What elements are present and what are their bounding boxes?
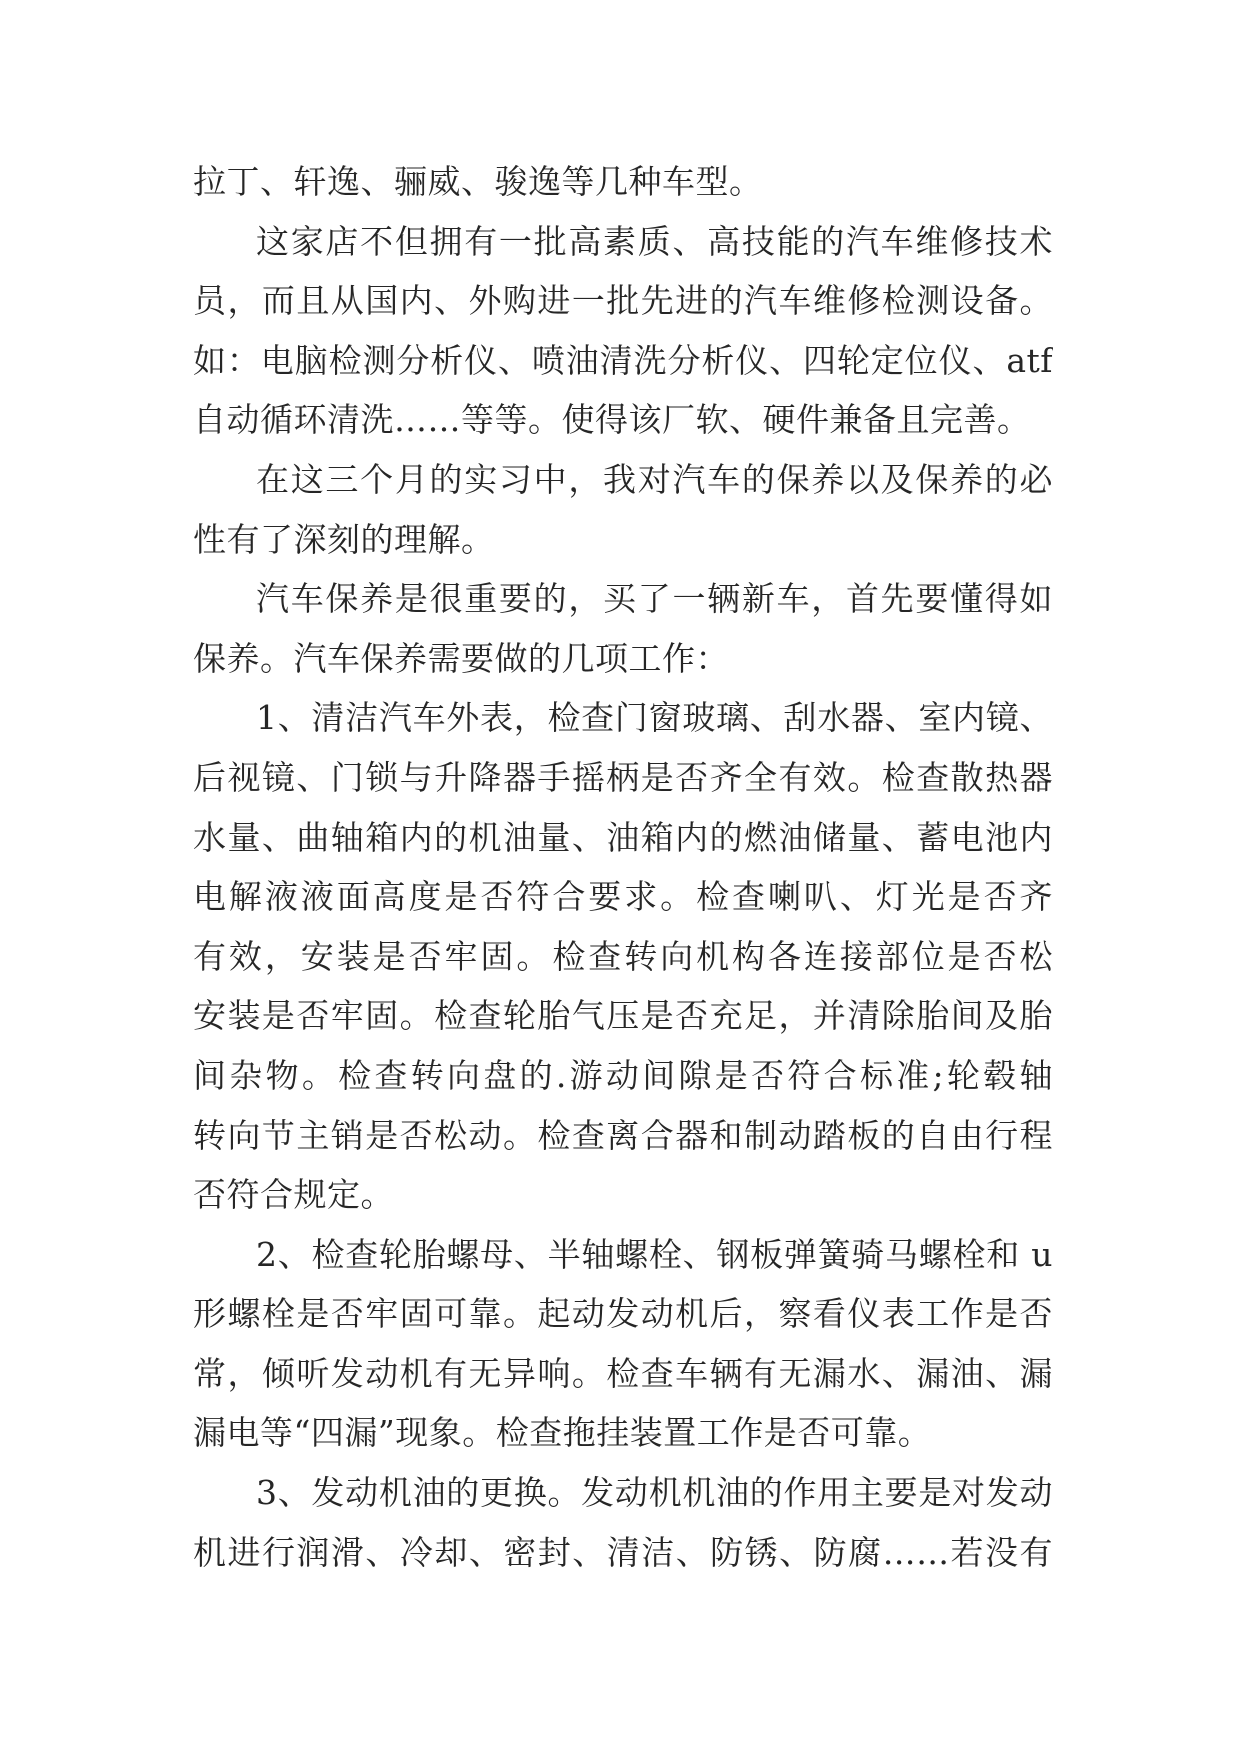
text-line: 机进行润滑、冷却、密封、清洁、防锈、防腐……若没有 [193, 1532, 1053, 1572]
text-line: 保养。汽车保养需要做的几项工作： [193, 638, 729, 678]
text-line: 后视镜、门锁与升降器手摇柄是否齐全有效。检查散热器 [193, 757, 1053, 797]
text-line: 这家店不但拥有一批高素质、高技能的汽车维修技术 [256, 221, 1053, 261]
body-text [193, 152, 1053, 1582]
text-line: 1、清洁汽车外表，检查门窗玻璃、刮水器、室内镜、 [256, 698, 1053, 738]
text-line: 3、发动机油的更换。发动机机油的作用主要是对发动 [256, 1473, 1053, 1513]
text-line: 汽车保养是很重要的，买了一辆新车，首先要懂得如 [256, 579, 1053, 619]
text-line: 拉丁、轩逸、骊威、骏逸等几种车型。 [193, 162, 763, 201]
text-line: 在这三个月的实习中，我对汽车的保养以及保养的必 [256, 459, 1053, 499]
text-line: 性有了深刻的理解。 [193, 519, 495, 559]
text-line: 形螺栓是否牢固可靠。起动发动机后，察看仪表工作是否 [193, 1294, 1053, 1334]
text-line: 常，倾听发动机有无异响。检查车辆有无漏水、漏油、漏 [193, 1353, 1053, 1393]
text-line: 安装是否牢固。检查轮胎气压是否充足，并清除胎间及胎 [193, 996, 1053, 1036]
text-line: 电解液液面高度是否符合要求。检查喇叭、灯光是否齐 [193, 877, 1053, 917]
text-line: 自动循环清洗……等等。使得该厂软、硬件兼备且完善。 [193, 400, 1031, 440]
text-line: 否符合规定。 [193, 1175, 394, 1215]
text-line: 2、检查轮胎螺母、半轴螺栓、钢板弹簧骑马螺栓和 u [256, 1234, 1053, 1274]
text-line: 有效，安装是否牢固。检查转向机构各连接部位是否松 [193, 936, 1053, 976]
text-line: 间杂物。检查转向盘的.游动间隙是否符合标准;轮毂轴 [193, 1055, 1053, 1095]
text-line: 漏电等“四漏”现象。检查拖挂装置工作是否可靠。 [193, 1413, 932, 1453]
text-line: 员，而且从国内、外购进一批先进的汽车维修检测设备。 [193, 281, 1053, 321]
text-line: 水量、曲轴箱内的机油量、油箱内的燃油储量、蓄电池内 [193, 817, 1053, 857]
text-line: 转向节主销是否松动。检查离合器和制动踏板的自由行程 [193, 1115, 1053, 1155]
text-line: 如：电脑检测分析仪、喷油清洗分析仪、四轮定位仪、atf [193, 340, 1053, 380]
